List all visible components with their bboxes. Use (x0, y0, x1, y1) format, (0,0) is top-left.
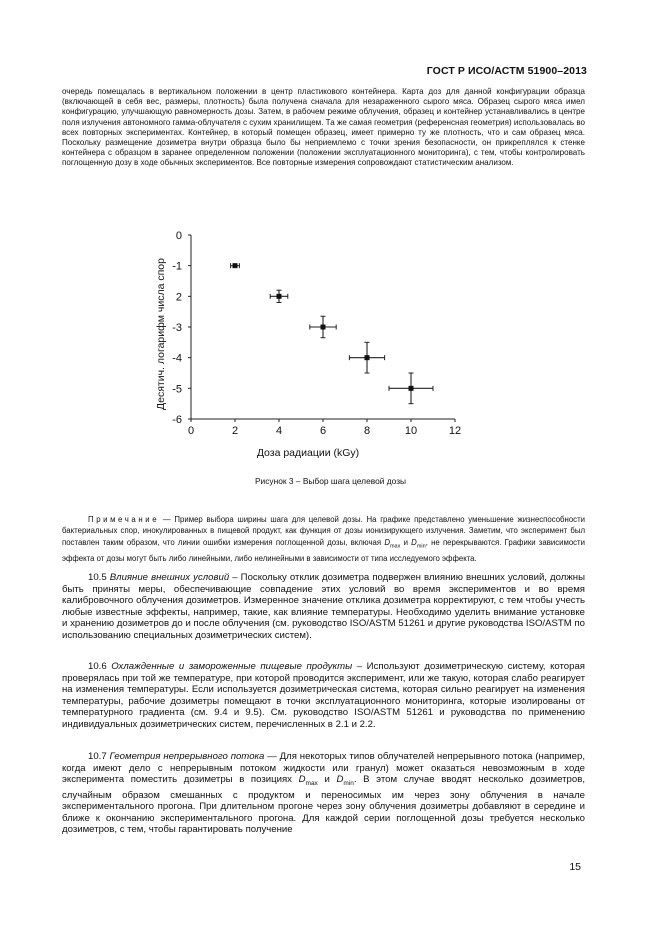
data-point (365, 355, 370, 360)
note-dash: — (159, 515, 175, 524)
note-dmin-sub: min (416, 543, 426, 550)
y-tick-label: -4 (172, 352, 182, 365)
section-10-5-title: Влияние внешних условий (109, 572, 230, 583)
section-10-7-dmin: D (336, 774, 344, 786)
x-tick-label: 6 (319, 425, 327, 437)
x-tick-label: 0 (187, 425, 195, 437)
note-text-after: , не перекрываются. Графики зависимости эффекта от дозы могут быть либо линейными, либо нелинейными в зависимости от типа исследуемого эффекта. (62, 537, 585, 563)
data-points (231, 263, 433, 404)
y-tick-label: 0 (175, 230, 182, 242)
x-tick-label: 2 (231, 425, 239, 437)
data-point (409, 386, 414, 391)
x-tick-label: 8 (363, 425, 371, 437)
section-10-7-dmin-sub: min (343, 780, 354, 788)
y-axis-label: Десятич. логарифм числа спор (155, 258, 167, 410)
section-10-6-title: Охлажденные и замороженные пищевые продукты (111, 661, 353, 672)
note-dmax-sub: max (389, 543, 401, 550)
figure-chart (150, 226, 470, 461)
section-10-6-num: 10.6 (88, 661, 107, 672)
y-tick-label: -6 (172, 414, 182, 426)
note-label: Примечание (88, 515, 160, 524)
x-tick-label: 4 (275, 425, 283, 437)
x-axis-label: Доза радиации (kGy) (256, 447, 360, 459)
note-dmin: D (411, 537, 417, 547)
section-10-7-text-before: — Для некоторых типов облучателей непрерывного потока (например, когда имеют дело с непрерывным потоком жидкости или гранул) может оказаться невозможным в ходе эксперимента поместить дозиметры в позициях (62, 751, 585, 786)
section-10-6 (62, 661, 585, 731)
section-10-7-text-after: . В этом случае вводят несколько дозиметров, случайным образом смешанных с продуктом и переносимых им через зону облучения в начале экспериментального прогона. При длительном прогоне через зону облучения дозиметры добавляют в середине и ближе к окончанию экспериментального прогона. Для каждой серии поглощенной дозы требуется несколько дозиметров, с тем, чтобы гарантировать получение (62, 774, 585, 836)
intro-paragraph: очередь помещалась в вертикальном положении в центр пластикового контейнера. Карта доз для данной конфигурации образца (включающей в себя вес, размеры, плотность) была получена сначала для незараженного сырого мяса. Образец сырого мяса имел конфигурацию, улучшающую равномерность дозы. Затем, в рабочем режиме облучения, образец и контейнер устанавливались в центре поля излучения автономного гамма-облучателя с сухим хранилищем. Та же самая геометрия (референсная геометрия) использовалась во всех повторных экспериментах. Контейнер, в который помещен образец, имеет примерно ту же плотность, что и сам образец мяса. Поскольку размещение дозиметра внутри образца было бы неприемлемо с точки зрения безопасности, он прикреплялся к стенке контейнера с образцом в заранее определенном положении (положении эксплуатационного мониторинга), с тем, чтобы контролировать поглощенную дозу в ходе обычных экспериментов. Все повторные измерения сопровождают статистическим анализом. (62, 87, 585, 168)
y-tick-label: -5 (172, 383, 182, 396)
data-point (277, 294, 282, 299)
note-paragraph (62, 514, 585, 564)
data-point (233, 263, 238, 268)
section-10-7-and: и (317, 774, 337, 786)
section-10-7-dmax: D (298, 774, 306, 786)
y-ticks (172, 230, 191, 426)
x-tick-label: 10 (404, 425, 418, 437)
section-10-7-dmax-sub: max (305, 780, 318, 788)
figure-caption: Рисунок 3 – Выбор шага целевой дозы (254, 476, 407, 486)
section-10-7 (62, 751, 585, 836)
section-10-7-title: Геометрия непрерывного потока (109, 751, 265, 762)
section-10-5-text: – Поскольку отклик дозиметра подвержен влиянию внешних условий, должны быть приняты меры, обеспечивающие совпадение этих условий во время экспериментов и во время калибровочного облучения дозиметров. Измеренное значение отклика дозиметра корректируют, с тем чтобы учесть любые известные эффекты, например, такие, как влияние температуры. Необходимо уделить внимание установке и хранению дозиметров до и после облучения (см. руководство ISO/ASTM 51261 и другие руководства ISO/ASTM по использованию специальных дозиметрических систем). (62, 572, 585, 641)
page-number: 15 (569, 861, 581, 873)
document-header: ГОСТ Р ИСО/АСТМ 51900–2013 (426, 65, 587, 77)
y-tick-label: 2 (175, 291, 182, 304)
section-10-6-text: – Используют дозиметрическую систему, которая проверялась при той же температуре, при которой проводится эксперимент, или же такую, которая слабо реагирует на изменения температуры. Если используется дозиметрическая система, которая сильно реагирует на изменения температуры, рабочие дозиметры помещают в точки эксплуатационного мониторинга, которые изолированы от температурного градиента (см. 9.4 и 9.5). См. руководство ISO/ASTM 51261 и руководства по применению индивидуальных дозиметрических систем, перечисленных в 2.1 и 2.2. (62, 661, 585, 730)
x-ticks (188, 419, 461, 437)
y-tick-label: -1 (172, 260, 182, 273)
note-text-before: Пример выбора ширины шага для целевой дозы. На графике представлено уменьшение жизнеспособности бактериальных спор, инокулированных в пищевой продукт, как функция от дозы ионизирующего излучения. Заметим, что эксперимент был поставлен таким образом, что линии ошибки измерения поглощенной дозы, включая (62, 515, 585, 547)
dose-response-chart (150, 226, 470, 461)
data-point (321, 325, 326, 330)
section-10-5 (62, 572, 585, 642)
section-10-7-num: 10.7 (88, 751, 107, 762)
section-10-5-num: 10.5 (88, 572, 107, 583)
note-and: и (400, 537, 412, 547)
note-dmax: D (384, 537, 390, 547)
x-tick-label: 12 (448, 425, 462, 437)
y-tick-label: -3 (172, 322, 182, 334)
